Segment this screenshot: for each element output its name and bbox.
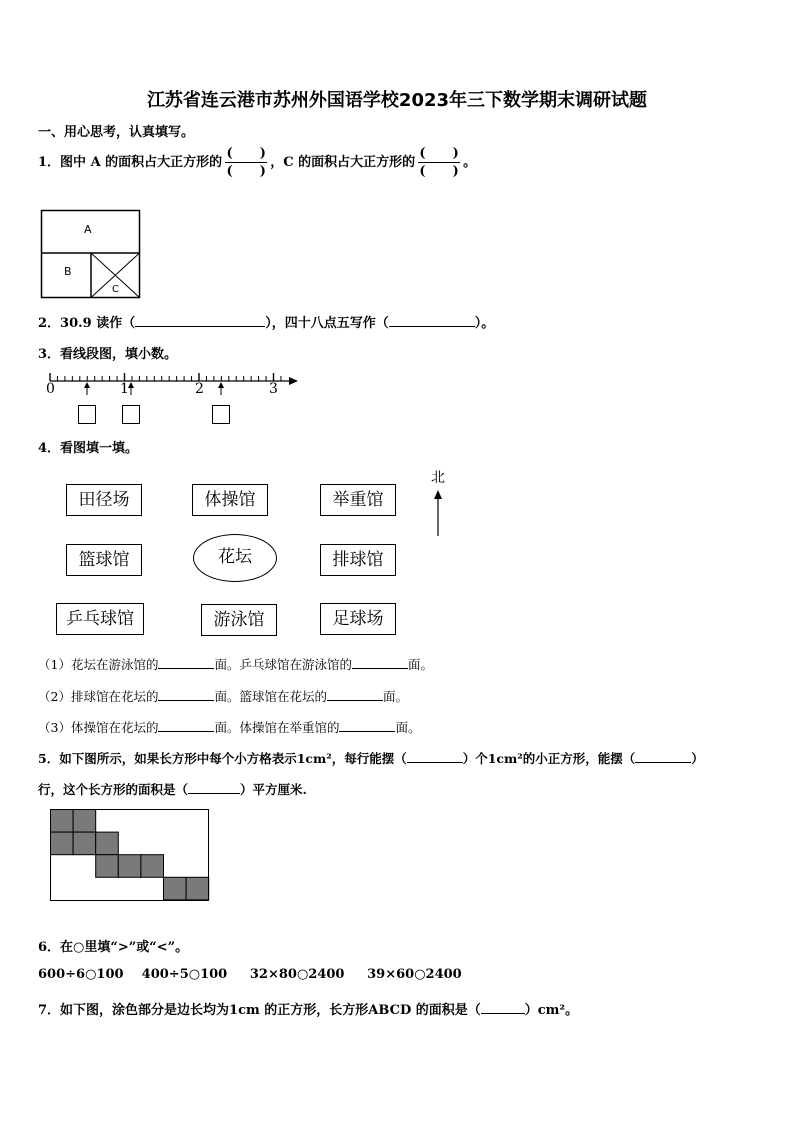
- q4-sub-1: （1）花坛在游泳馆的 面。乒乓球馆在游泳馆的 面。: [38, 657, 433, 672]
- question-3: 3．看线段图，填小数。: [38, 347, 178, 362]
- comparison-item: 39×60○2400: [367, 967, 462, 982]
- venue-paiqiu: 排球馆: [320, 544, 396, 576]
- comparison-item: 600÷6○100: [38, 967, 124, 982]
- tick-label-0: 0: [46, 381, 55, 397]
- venue-tianjing: 田径场: [66, 484, 142, 516]
- venue-pingpang: 乒乓球馆: [56, 603, 144, 635]
- label-b: B: [64, 265, 72, 278]
- question-4: 4．看图填一填。: [38, 441, 139, 456]
- shaded-square: [51, 832, 74, 855]
- venue-huatan: 花坛: [193, 534, 277, 582]
- q1-fraction-c: $\frac{( )}{( )}$: [419, 146, 459, 179]
- section-heading: 一、用心思考，认真填写。: [38, 125, 195, 140]
- comparison-item: 32×80○2400: [249, 967, 345, 982]
- q1-text-a: 1．图中 A 的面积占大正方形的: [38, 155, 223, 170]
- answer-blank[interactable]: [481, 1002, 525, 1014]
- north-arrow-icon: [432, 490, 444, 538]
- shaded-square: [164, 877, 187, 900]
- answer-blank[interactable]: [327, 689, 383, 701]
- question-2: 2．30.9 读作（ ），四十八点五写作（ ）。: [38, 316, 495, 331]
- answer-blank[interactable]: [158, 720, 214, 732]
- answer-blank[interactable]: [158, 689, 214, 701]
- answer-blank[interactable]: [389, 315, 475, 327]
- rectangle-grid-figure: [50, 809, 210, 902]
- question-5-line-1: 5．如下图所示，如果长方形中每个小方格表示1cm²，每行能摆（ ）个1cm²的小正方形，能摆（ ）: [38, 751, 704, 766]
- answer-box[interactable]: [122, 405, 140, 424]
- question-6: 6．在○里填“>”或“<”。: [38, 940, 189, 955]
- answer-blank[interactable]: [339, 720, 395, 732]
- answer-box[interactable]: [212, 405, 230, 424]
- q1-fraction-a: $\frac{( )}{( )}$: [226, 146, 266, 179]
- shaded-square: [73, 810, 96, 833]
- tick-label-1: 1: [120, 381, 129, 397]
- shaded-square: [118, 855, 141, 878]
- venue-zuqiu: 足球场: [320, 603, 396, 635]
- page-title: 江苏省连云港市苏州外国语学校2023年三下数学期末调研试题: [146, 90, 648, 111]
- tick-label-3: 3: [269, 381, 278, 397]
- north-label: 北: [431, 470, 445, 486]
- question-7: 7．如下图，涂色部分是边长均为1cm 的正方形，长方形ABCD 的面积是（ ）cm²。: [38, 1003, 579, 1018]
- label-c: C: [112, 284, 119, 295]
- comparison-item: 400÷5○100: [141, 967, 228, 982]
- question-1: 1．图中 A 的面积占大正方形的 $\frac{( )}{( )}$ ，C 的面积占大正方形的 $\frac{( )}{( )}$ 。: [38, 146, 477, 179]
- venue-ticao: 体操馆: [192, 484, 268, 516]
- answer-blank[interactable]: [158, 657, 214, 669]
- shaded-square: [141, 855, 164, 878]
- tick-label-2: 2: [195, 381, 204, 397]
- shaded-square: [96, 855, 119, 878]
- venue-lanqiu: 篮球馆: [66, 544, 142, 576]
- number-line: [40, 370, 302, 398]
- answer-blank[interactable]: [352, 657, 408, 669]
- answer-blank[interactable]: [635, 751, 691, 763]
- answer-blank[interactable]: [407, 751, 463, 763]
- label-a: A: [84, 223, 92, 236]
- q4-sub-2: （2）排球馆在花坛的 面。篮球馆在花坛的 面。: [38, 689, 408, 704]
- shaded-square: [96, 832, 119, 855]
- q6-items: [38, 967, 462, 982]
- venue-youyong: 游泳馆: [201, 604, 277, 636]
- shaded-square: [186, 877, 209, 900]
- answer-blank[interactable]: [188, 782, 240, 794]
- shaded-square: [51, 810, 74, 833]
- shaded-square: [73, 832, 96, 855]
- answer-box[interactable]: [78, 405, 96, 424]
- question-5-line-2: 行，这个长方形的面积是（ ）平方厘米.: [38, 782, 307, 797]
- venue-juzhong: 举重馆: [320, 484, 396, 516]
- q1-text-b: C 的面积占大正方形的: [283, 155, 416, 170]
- q4-sub-3: （3）体操馆在花坛的 面。体操馆在举重馆的 面。: [38, 720, 421, 735]
- answer-blank[interactable]: [135, 315, 265, 327]
